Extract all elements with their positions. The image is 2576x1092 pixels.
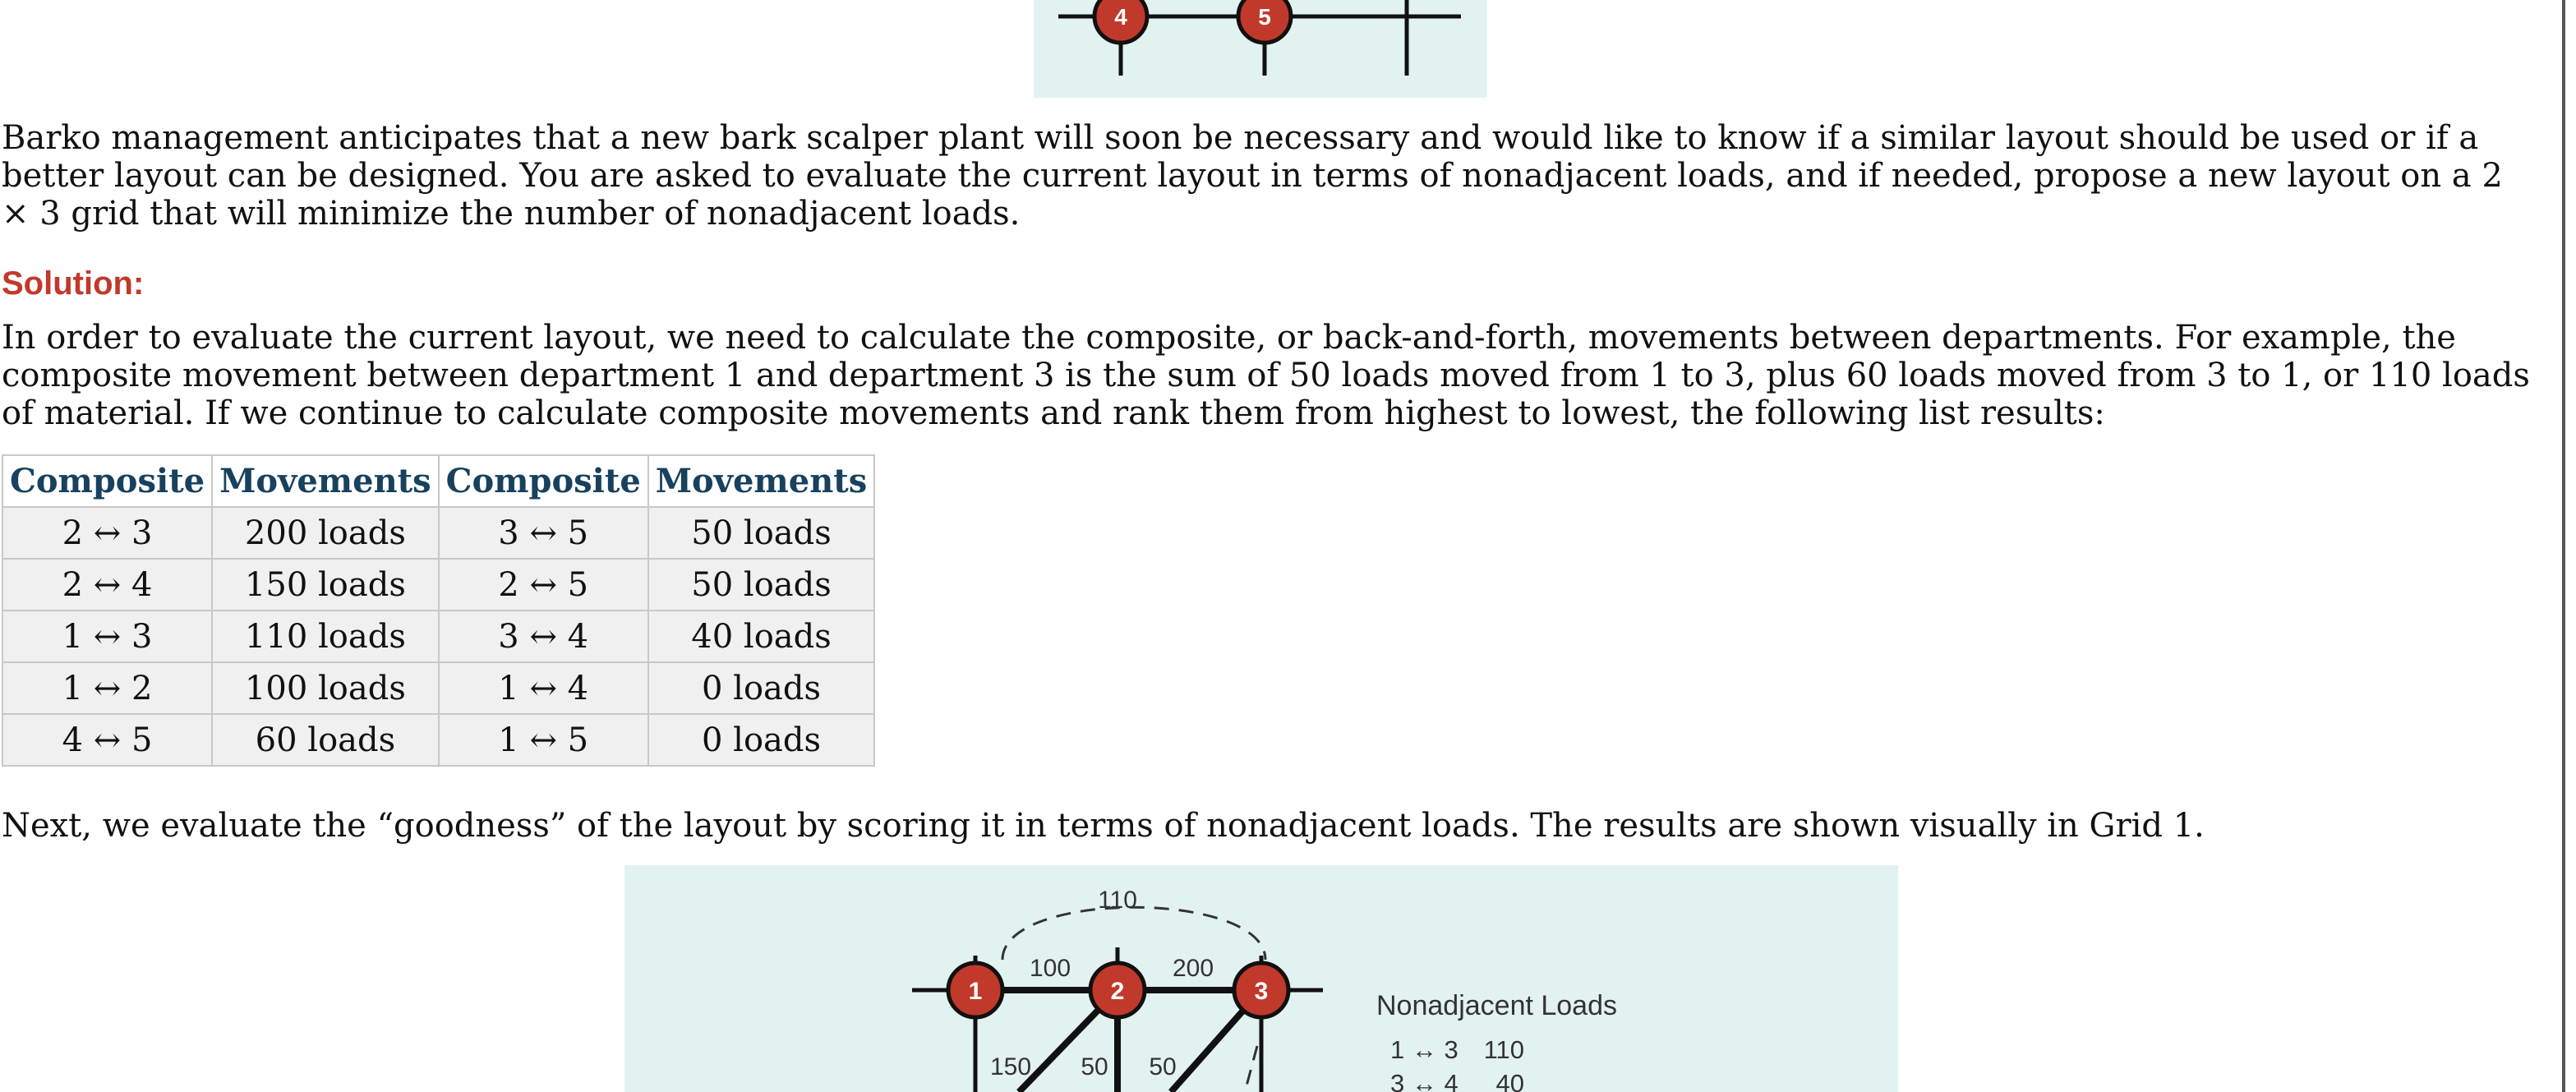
table-cell: 0 loads bbox=[648, 714, 875, 766]
table-cell: 100 loads bbox=[212, 662, 439, 714]
table-row bbox=[2, 714, 874, 766]
node-4 bbox=[1094, 0, 1147, 43]
edge-label-2-5: 50 bbox=[1081, 1053, 1108, 1080]
table-cell: 40 loads bbox=[648, 611, 875, 662]
table-cell: 2 ↔ 3 bbox=[2, 507, 212, 559]
page-right-border bbox=[2562, 0, 2565, 1092]
edge-label-1-3: 110 bbox=[1098, 887, 1137, 914]
table-row bbox=[2, 559, 874, 611]
table-cell: 1 ↔ 3 bbox=[2, 611, 212, 662]
legend-loads: 40 bbox=[1495, 1069, 1524, 1092]
column-header: Movements bbox=[212, 455, 439, 507]
node-2 bbox=[1090, 963, 1145, 1017]
legend-title: Nonadjacent Loads bbox=[1376, 990, 1618, 1021]
table-cell: 60 loads bbox=[212, 714, 439, 766]
node-1 bbox=[948, 963, 1002, 1017]
table-header-row bbox=[2, 455, 874, 507]
svg-text:3: 3 bbox=[1254, 978, 1269, 1005]
table-row bbox=[2, 611, 874, 662]
table-cell: 200 loads bbox=[212, 507, 439, 559]
edge-label-2-4: 150 bbox=[989, 1053, 1032, 1080]
legend-loads: 110 bbox=[1483, 1035, 1524, 1064]
table-cell: 4 ↔ 5 bbox=[2, 714, 212, 766]
node-5 bbox=[1238, 0, 1291, 43]
composite-movements-table bbox=[2, 454, 875, 767]
legend-pair: 3 ↔ 4 bbox=[1390, 1069, 1459, 1092]
table-cell: 1 ↔ 5 bbox=[439, 714, 648, 766]
intro-paragraph: Barko management anticipates that a new bark scalper plant will soon be necessary and would like to know if a similar layout should be used or if a better layout can be designed. You are asked to evaluate the current layout in terms of nonadjacent loads, and if needed, propose a new layout on a 2 × 3 grid that will minimize the number of nonadjacent loads. bbox=[2, 119, 2503, 233]
next-paragraph: Next, we evaluate the “goodness” of the layout by scoring it in terms of nonadjacent loads. The results are shown visually in Grid 1. bbox=[2, 807, 2205, 845]
column-header: Composite bbox=[439, 455, 648, 507]
svg-text:2: 2 bbox=[1110, 978, 1125, 1005]
table-cell: 150 loads bbox=[212, 559, 439, 611]
edge-1-3-arc bbox=[1002, 907, 1265, 960]
table-cell: 3 ↔ 5 bbox=[439, 507, 648, 559]
table-cell: 3 ↔ 4 bbox=[439, 611, 648, 662]
column-header: Composite bbox=[2, 455, 212, 507]
table-cell: 1 ↔ 2 bbox=[2, 662, 212, 714]
layout-figure-top bbox=[1034, 0, 1487, 98]
edge-3-4-dashed bbox=[1245, 1046, 1257, 1092]
table-cell: 2 ↔ 4 bbox=[2, 559, 212, 611]
grid-1-figure bbox=[624, 865, 1898, 1092]
legend-pair: 1 ↔ 3 bbox=[1390, 1035, 1459, 1064]
edge-label-1-2: 100 bbox=[1029, 955, 1071, 982]
table-cell: 1 ↔ 4 bbox=[439, 662, 648, 714]
solution-paragraph: In order to evaluate the current layout, we need to calculate the composite, or back-and-forth, movements between departments. For example, the composite movement between department 1 and department 3 is the sum of 50 loads moved from 1 to 3, plus 60 loads moved from 3 to 1, or 110 loads of material. If we continue to calculate composite movements and rank them from highest to lowest, the following list results: bbox=[2, 319, 2530, 432]
table-row bbox=[2, 662, 874, 714]
column-header: Movements bbox=[648, 455, 875, 507]
solution-heading: Solution: bbox=[2, 265, 145, 302]
edge-label-2-3: 200 bbox=[1172, 955, 1214, 982]
svg-text:4: 4 bbox=[1114, 4, 1127, 30]
table-cell: 0 loads bbox=[648, 662, 875, 714]
table-cell: 50 loads bbox=[648, 559, 875, 611]
edge-label-3-5: 50 bbox=[1149, 1053, 1177, 1080]
table-cell: 110 loads bbox=[212, 611, 439, 662]
svg-text:5: 5 bbox=[1258, 4, 1271, 30]
table-row bbox=[2, 507, 874, 559]
node-3 bbox=[1234, 963, 1288, 1017]
table-cell: 50 loads bbox=[648, 507, 875, 559]
svg-text:1: 1 bbox=[968, 978, 983, 1005]
table-cell: 2 ↔ 5 bbox=[439, 559, 648, 611]
